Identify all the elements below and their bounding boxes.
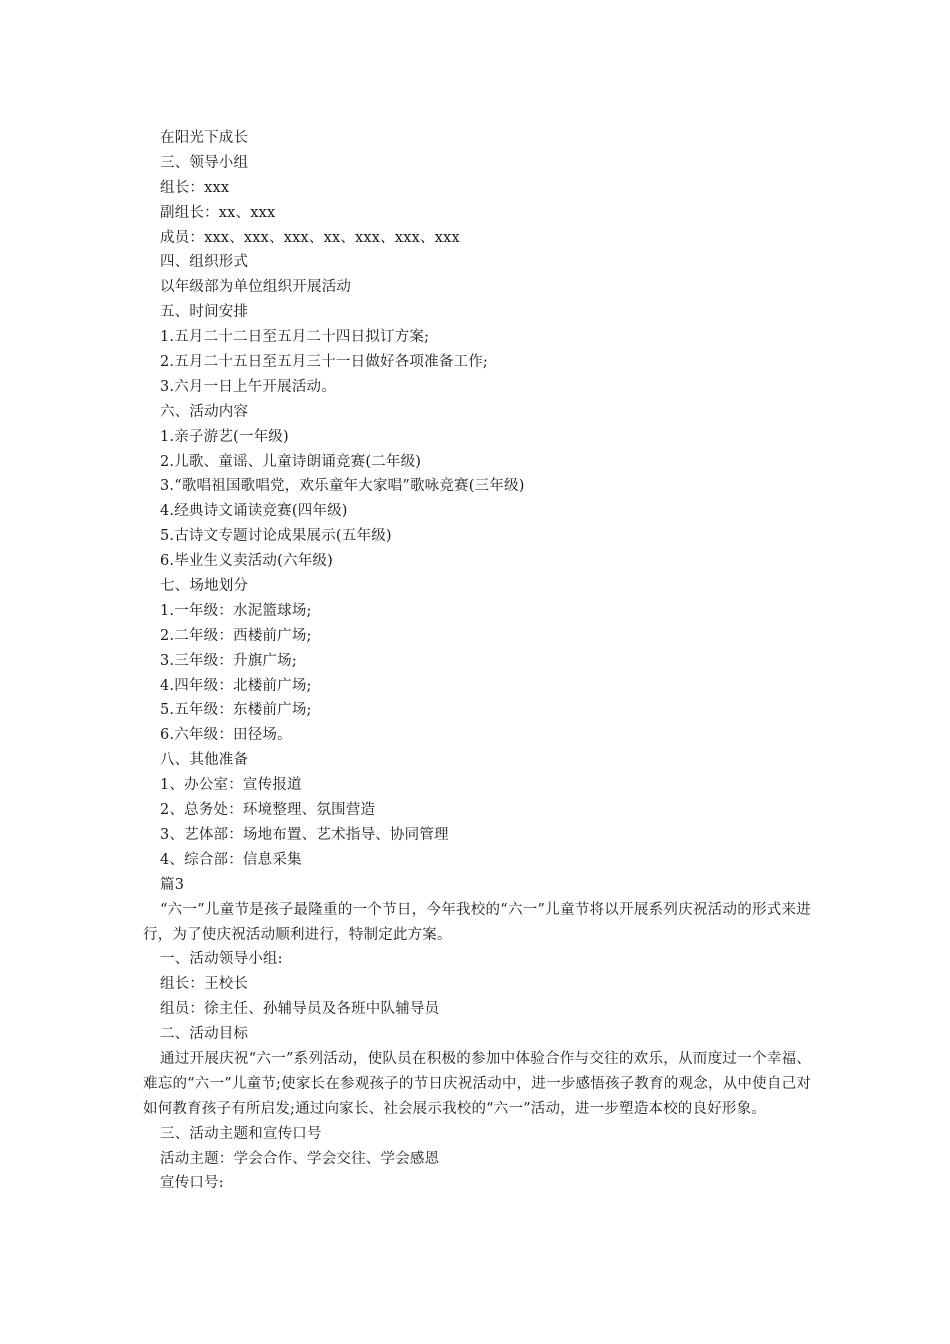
text-line: 3.三年级：升旗广场; [160,652,297,669]
goal-paragraph: 通过开展庆祝“六一”系列活动，使队员在积极的参加中体验合作与交往的欢乐，从而度过一个幸福、难忘的“六一”儿童节;使家长在参观孩子的节日庆祝活动中，进一步感悟孩子教育的观念，从中使自己对如何教育孩子有所启发;通过向家长、社会展示我校的“六一”活动，进一步塑造本校的良好形象。 [143,1050,811,1117]
document-body [143,126,811,1196]
plan-section-end [143,1122,811,1197]
text-line: 3.六月一日上午开展活动。 [160,378,336,395]
text-line: 2.二年级：西楼前广场; [160,627,312,644]
text-line: 2、总务处：环境整理、氛围营造 [160,802,376,819]
text-line: 6.毕业生义卖活动(六年级) [160,553,333,570]
text-line: 成员：xxx、xxx、xxx、xx、xxx、xxx、xxx [160,229,460,246]
plan-section-top [143,126,811,898]
text-line: 以年级部为单位组织开展活动 [160,279,352,296]
intro-paragraph: “六一”儿童节是孩子最隆重的一个节日，今年我校的“六一”儿童节将以开展系列庆祝活动的形式来进行，为了使庆祝活动顺利进行，特制定此方案。 [143,901,811,943]
text-line: 4.经典诗文诵读竞赛(四年级) [160,503,348,520]
text-line: 七、场地划分 [160,578,249,595]
text-line: 6.六年级：田径场。 [160,727,292,744]
text-line: 三、领导小组 [160,154,249,171]
text-line: 六、活动内容 [160,403,249,420]
text-line: 2.五月二十五日至五月三十一日做好各项准备工作; [160,354,489,371]
text-line: 5.五年级：东楼前广场; [160,702,312,719]
text-line: 二、活动目标 [160,1026,249,1043]
plan-section-mid [143,947,811,1047]
text-line: 三、活动主题和宣传口号 [160,1125,322,1142]
text-line: 1.五月二十二日至五月二十四日拟订方案; [160,329,430,346]
text-line: 4、综合部：信息采集 [160,851,302,868]
text-line: 八、其他准备 [160,752,249,769]
text-line: 组长：xxx [160,179,230,196]
text-line: 篇3 [160,876,185,893]
text-line: 活动主题：学会合作、学会交往、学会感恩 [160,1150,440,1167]
text-line: 宣传口号: [160,1175,224,1192]
text-line: 五、时间安排 [160,304,249,321]
text-line: 1、办公室：宣传报道 [160,777,302,794]
text-line: 组员：徐主任、孙辅导员及各班中队辅导员 [160,1001,440,1018]
text-line: 3、艺体部：场地布置、艺术指导、协同管理 [160,826,449,843]
text-line: 5.古诗文专题讨论成果展示(五年级) [160,528,392,545]
text-line: 3.“歌唱祖国歌唱党，欢乐童年大家唱”歌咏竞赛(三年级) [160,478,525,495]
text-line: 在阳光下成长 [160,130,249,146]
text-line: 1.亲子游艺(一年级) [160,428,289,445]
text-line: 1.一年级：水泥篮球场; [160,602,312,619]
text-line: 四、组织形式 [160,254,249,271]
text-line: 4.四年级：北楼前广场; [160,677,312,694]
text-line: 一、活动领导小组: [160,951,283,968]
text-line: 副组长：xx、xxx [160,204,276,221]
text-line: 组长：王校长 [160,976,249,993]
text-line: 2.儿歌、童谣、儿童诗朗诵竞赛(二年级) [160,453,422,470]
